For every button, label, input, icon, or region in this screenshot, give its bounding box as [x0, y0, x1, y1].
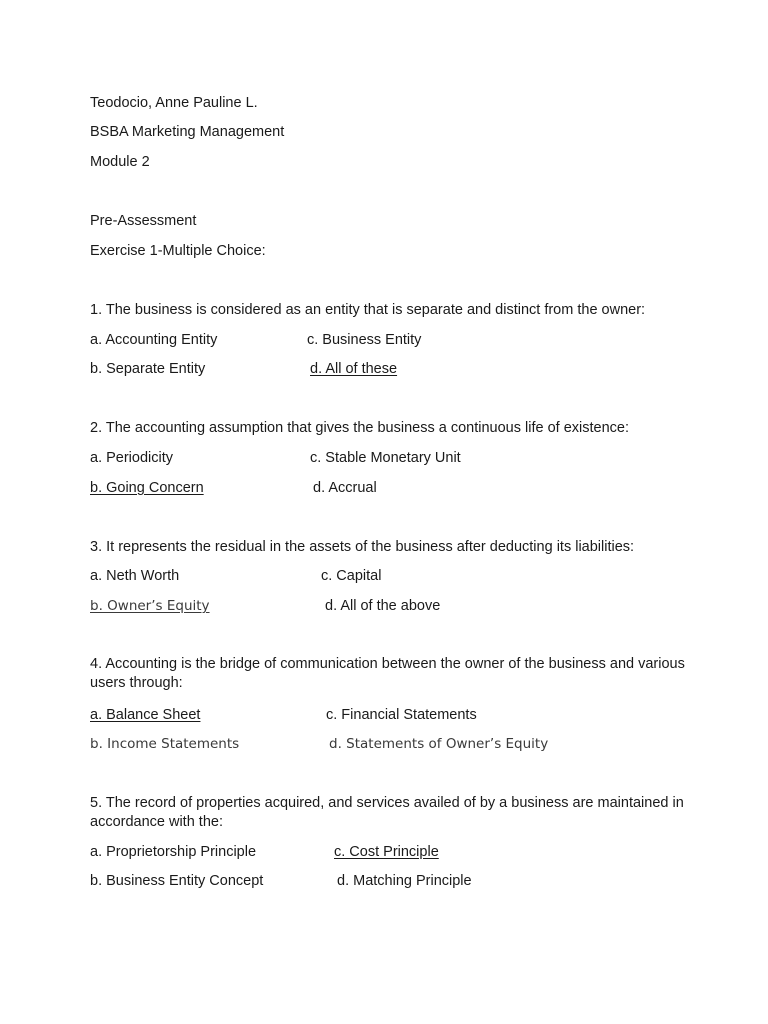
question-3-option-c: c. Capital	[321, 568, 382, 584]
question-4-option-b: b. Income Statements	[90, 736, 240, 752]
question-3-option-b-selected: b. Owner’s Equity	[90, 598, 210, 614]
question-1-option-d-selected: d. All of these	[310, 361, 398, 377]
question-5-option-a: a. Proprietorship Principle	[90, 844, 257, 860]
question-3-option-d: d. All of the above	[325, 598, 441, 614]
question-1-option-c: c. Business Entity	[307, 332, 422, 348]
question-4-option-a-selected: a. Balance Sheet	[90, 707, 201, 723]
question-1-option-a: a. Accounting Entity	[90, 332, 218, 348]
question-4-text: 4. Accounting is the bridge of communication between the owner of the business and various users through:	[90, 656, 685, 691]
question-2-option-c: c. Stable Monetary Unit	[310, 450, 461, 466]
program-name: BSBA Marketing Management	[90, 124, 285, 140]
question-5-option-d: d. Matching Principle	[337, 873, 472, 889]
module-label: Module 2	[90, 154, 150, 170]
question-2-option-b-selected: b. Going Concern	[90, 480, 204, 496]
question-1-text: 1. The business is considered as an entity that is separate and distinct from the owner:	[90, 302, 646, 318]
question-4-option-c: c. Financial Statements	[326, 707, 477, 723]
question-5-text: 5. The record of properties acquired, and services availed of by a business are maintained in accordance with the:	[90, 795, 684, 830]
question-2-option-d: d. Accrual	[313, 480, 377, 496]
section-title: Pre-Assessment	[90, 213, 197, 229]
question-2-option-a: a. Periodicity	[90, 450, 174, 466]
question-5-option-b: b. Business Entity Concept	[90, 873, 264, 889]
question-2-text: 2. The accounting assumption that gives the business a continuous life of existence:	[90, 420, 629, 436]
question-3-text: 3. It represents the residual in the assets of the business after deducting its liabilities:	[90, 539, 635, 555]
student-name: Teodocio, Anne Pauline L.	[90, 95, 258, 111]
question-1-option-b: b. Separate Entity	[90, 361, 206, 377]
question-5-option-c-selected: c. Cost Principle	[334, 844, 439, 860]
exercise-title: Exercise 1-Multiple Choice:	[90, 243, 266, 259]
question-4-option-d: d. Statements of Owner’s Equity	[329, 736, 549, 752]
question-3-option-a: a. Neth Worth	[90, 568, 180, 584]
